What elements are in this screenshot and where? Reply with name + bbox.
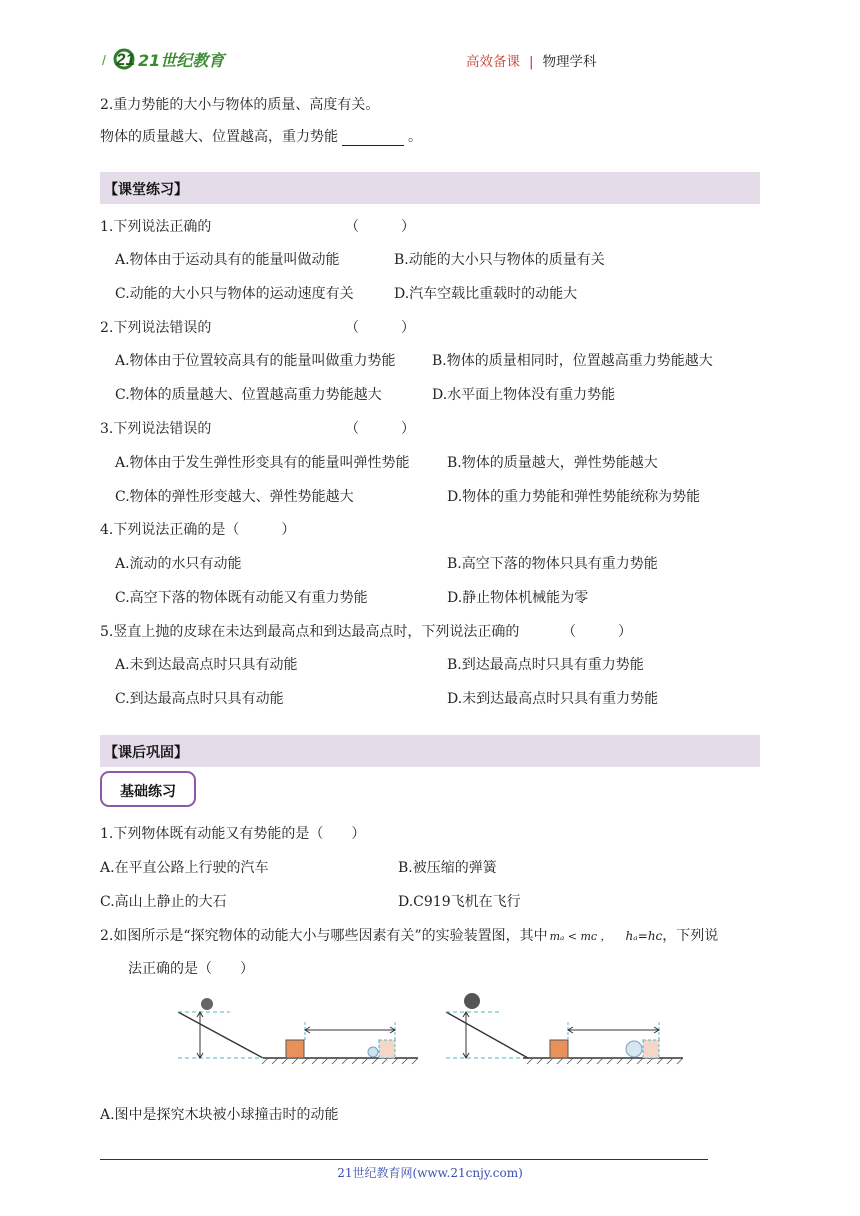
basic-practice-label: 基础练习	[120, 784, 176, 800]
cw-q5-paren: （ ）	[562, 624, 632, 640]
cw-q2-option-d: D.水平面上物体没有重力势能	[432, 387, 616, 403]
cw-q5-option-c: C.到达最高点时只具有动能	[115, 691, 284, 707]
hw-q1-stem: 1.下列物体既有动能又有势能的是（ ）	[100, 826, 366, 842]
cw-q1-paren: （ ）	[345, 219, 415, 235]
cw-q2-stem: 2.下列说法错误的	[100, 320, 212, 336]
cw-q1-option-d: D.汽车空载比重载时的动能大	[394, 286, 578, 302]
hw-q1-option-b: B.被压缩的弹簧	[398, 860, 497, 876]
hw-q2-cond-mass: mₐ < mᴄ ，	[549, 930, 612, 943]
hw-q1-option-a: A.在平直公路上行驶的汽车	[100, 860, 269, 876]
cw-q3-option-c: C.物体的弹性形变越大、弹性势能越大	[115, 489, 354, 505]
cw-q4-option-a: A.流动的水只有动能	[115, 556, 242, 572]
cw-q2-option-a: A.物体由于位置较高具有的能量叫做重力势能	[115, 353, 396, 369]
intro-line-2-end: 。	[408, 129, 422, 145]
section-classwork-band	[100, 172, 760, 204]
cw-q1-option-c: C.动能的大小只与物体的运动速度有关	[115, 286, 354, 302]
cw-q5-option-d: D.未到达最高点时只具有重力势能	[447, 691, 659, 707]
cw-q2-option-b: B.物体的质量相同时，位置越高重力势能越大	[432, 353, 713, 369]
section-homework-band	[100, 735, 760, 767]
intro-line-2-text: 物体的质量越大、位置越高，重力势能	[100, 129, 338, 145]
logo	[102, 46, 232, 72]
cw-q1-option-a: A.物体由于运动具有的能量叫做动能	[115, 252, 340, 268]
hw-q2-option-a: A.图中是探究木块被小球撞击时的动能	[100, 1107, 339, 1123]
brand-right: 物理学科	[542, 54, 597, 70]
hw-q2-stem-c: 法正确的是（ ）	[128, 961, 254, 977]
section-homework-title: 【课后巩固】	[104, 745, 188, 761]
svg-text:/: /	[102, 52, 106, 68]
right-ball	[464, 993, 480, 1009]
cw-q4-stem: 4.下列说法正确的是（ ）	[100, 522, 296, 538]
cw-q3-stem: 3.下列说法错误的	[100, 421, 212, 437]
cw-q3-option-b: B.物体的质量越大，弹性势能越大	[447, 455, 658, 471]
cw-q4-option-d: D.静止物体机械能为零	[447, 590, 589, 606]
footer-text[interactable]: 21世纪教育网(www.21cnjy.com)	[337, 1166, 523, 1180]
answer-blank[interactable]	[342, 131, 404, 146]
cw-q4-option-c: C.高空下落的物体既有动能又有重力势能	[115, 590, 368, 606]
figure-left	[178, 998, 418, 1064]
basic-practice-badge	[100, 771, 196, 807]
logo-text: 21世纪教育	[138, 51, 225, 70]
brand-separator: |	[529, 54, 534, 70]
cw-q3-option-a: A.物体由于发生弹性形变具有的能量叫弹性势能	[115, 455, 410, 471]
cw-q4-option-b: B.高空下落的物体只具有重力势能	[447, 556, 658, 572]
intro-line-2	[100, 126, 422, 146]
hw-q2-cond-height: hₐ=hᴄ	[625, 929, 663, 943]
hw-q2-stem-a: 2.如图所示是“探究物体的动能大小与哪些因素有关”的实验装置图，其中	[100, 928, 548, 944]
cw-q5-stem: 5.竖直上抛的皮球在未达到最高点和到达最高点时，下列说法正确的	[100, 624, 520, 640]
figure-right	[446, 993, 683, 1064]
cw-q1-stem: 1.下列说法正确的	[100, 219, 212, 235]
cw-q5-option-a: A.未到达最高点时只具有动能	[115, 657, 298, 673]
hw-q1-option-d: D.C919飞机在飞行	[398, 894, 521, 910]
intro-line-1: 2.重力势能的大小与物体的质量、高度有关。	[100, 97, 380, 113]
right-block	[550, 1040, 568, 1058]
cw-q3-option-d: D.物体的重力势能和弹性势能统称为势能	[447, 489, 701, 505]
cw-q3-paren: （ ）	[345, 421, 415, 437]
cw-q2-option-c: C.物体的质量越大、位置越高重力势能越大	[115, 387, 382, 403]
brand-left: 高效备课	[466, 54, 520, 70]
hw-q1-option-c: C.高山上静止的大石	[100, 894, 227, 910]
experiment-figure	[168, 990, 688, 1090]
cw-q5-option-b: B.到达最高点时只具有重力势能	[447, 657, 644, 673]
section-classwork-title: 【课堂练习】	[104, 182, 188, 198]
svg-text:21: 21	[116, 50, 135, 69]
footer-rule	[100, 1159, 708, 1160]
left-block	[286, 1040, 304, 1058]
left-ball	[201, 998, 213, 1010]
hw-q2-stem-b: ，下列说	[662, 928, 719, 944]
cw-q2-paren: （ ）	[345, 320, 415, 336]
hw-q2-stem	[100, 925, 718, 945]
header-brand	[466, 50, 597, 70]
cw-q1-option-b: B.动能的大小只与物体的质量有关	[394, 252, 605, 268]
